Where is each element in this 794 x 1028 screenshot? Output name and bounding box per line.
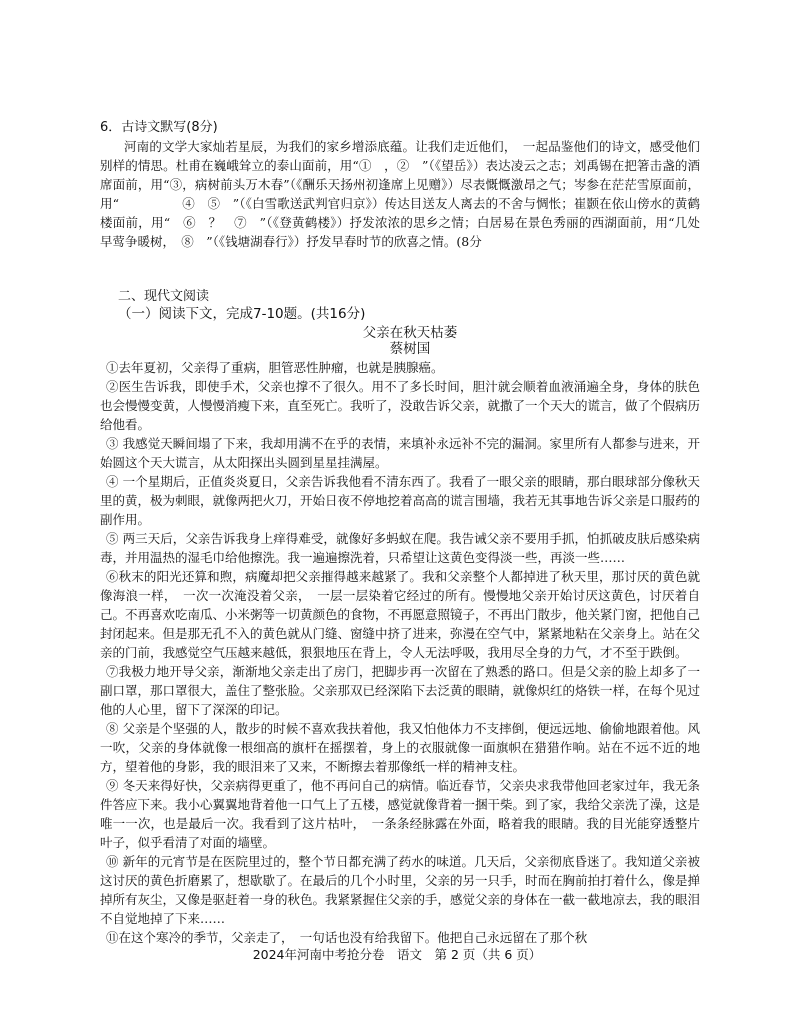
section-subheading: （一）阅读下文，完成7-10题。(共16分) [118, 306, 366, 322]
article-paragraph-9: ⑨ 冬天来得好快，父亲病得更重了，他不再问自己的病情。临近春节，父亲央求我带他回老家过年，我无条件答应下来。我小心翼翼地背着他一口气上了五楼，感觉就像背着一捆干柴。到了家，我给父亲洗了澡，这是唯一一次，也是最后一次。我看到了这片枯叶， 一条条经脉露在外面，略着我的眼睛。我的目光能穿透整片叶子，似乎看清了对面的墙壁。 [100, 778, 701, 850]
section-heading: 二、现代文阅读 [118, 289, 210, 304]
question-6 [100, 118, 700, 251]
page-footer: 2024年河南中考抢分卷 语文 第 2 页（共 6 页） [252, 947, 542, 962]
article-paragraph-3: ③ 我感觉天瞬间塌了下来，我却用满不在乎的表情，来填补永远补不完的漏洞。家里所有人都参与进来，开始圆这个天大谎言，从太阳探出头圆到星星挂满屋。 [100, 436, 700, 470]
article-paragraph-8: ⑧ 父亲是个坚强的人，散步的时候不喜欢我扶着他，我又怕他体力不支摔倒，便远远地、偷偷地跟着他。风一吹，父亲的身体就像一根细高的旗杆在摇摆着，身上的衣服就像一面旗帜在猎猎作响。站在不远不近的地方，望着他的身影，我的眼泪来了又来，不断擦去着那像纸一样的精神支柱。 [100, 721, 700, 774]
question-6-body: 河南的文学大家灿若星辰，为我们的家乡增添底蕴。让我们走近他们， 一起品鉴他们的诗文，感受他们别样的情思。杜甫在巍峨耸立的泰山面前，用“① ，② ”（《望岳》）表达凌云之志；刘禹锡在把箸击盏的酒席面前，用“③，病树前头万木春”（《酬乐天扬州初逢席上见赠》）尽表慨慨激昂之气；岑参在茫茫雪原面前，用“ ④ ⑤ ”（《白雪歌送武判官归京》）传达目送友人离去的不舍与惆怅；崔颢在依山傍水的黄鹤楼面前，用“ ⑥ ？ ⑦ ”（《登黄鹤楼》）抒发浓浓的思乡之情；白居易在景色秀丽的西湖面前，用“几处早莺争暖树， ⑧ ”（《钱塘湖春行》）抒发早春时节的欣喜之情。(8分 [100, 139, 700, 249]
article-paragraph-10: ⑩ 新年的元宵节是在医院里过的，整个节日都充满了药水的味道。几天后，父亲彻底昏迷了。我知道父亲被这讨厌的黄色折磨累了，想歇歇了。在最后的几个小时里，父亲的另一只手，时而在胸前拍打着什么，像是掸掉所有灰尘，又像是驱赶着一身的秋色。我紧紧握住父亲的手，感觉父亲的身体在一截一截地凉去，我的眼泪不自觉地掉了下来…… [100, 854, 701, 926]
article-paragraph-2: ②医生告诉我，即使手术，父亲也撑不了很久。用不了多长时间，胆汁就会顺着血液涌遍全身，身体的肤色也会慢慢变黄，人慢慢消瘦下来，直至死亡。我听了，没敢告诉父亲，就撒了一个天大的谎言，做了个假病历给他看。 [100, 379, 701, 432]
article-title: 父亲在秋天枯萎 [362, 325, 458, 341]
question-6-title: 6．古诗文默写(8分) [100, 120, 218, 135]
article-paragraph-5: ⑤ 两三天后，父亲告诉我身上痒得难受，就像好多蚂蚁在爬。我告诫父亲不要用手抓，怕抓破皮肤后感染病毒，并用温热的湿毛巾给他擦洗。我一遍遍擦洗着，只希望让这黄色变得淡一些，再淡一些…… [100, 531, 700, 565]
article-paragraph-11: ⑪在这个寒冷的季节，父亲走了， 一句话也没有给我留下。他把自己永远留在了那个秋 [106, 930, 588, 945]
article-paragraph-7: ⑦我极力地开导父亲，渐渐地父亲走出了房门，把脚步再一次留在了熟悉的路口。但是父亲的脸上却多了一副口罩，那口罩很大，盖住了整张脸。父亲那双已经深陷下去泛黄的眼睛，就像炽红的烙铁一样，在每个见过他的人心里，留下了深深的印记。 [100, 664, 701, 717]
article-author: 蔡树国 [389, 341, 431, 357]
article-paragraph-1: ①去年夏初，父亲得了重病，胆管恶性肿瘤，也就是胰腺癌。 [106, 360, 444, 375]
article-body [100, 358, 700, 947]
article-paragraph-4: ④ 一个星期后，正值炎炎夏日，父亲告诉我他看不清东西了。我看了一眼父亲的眼睛，那白眼球部分像秋天里的黄，极为刺眼，就像两把火刀，开始日夜不停地挖着高高的谎言围墙，我若无其事地告诉父亲是口服药的副作用。 [100, 474, 701, 527]
article-paragraph-6: ⑥秋末的阳光还算和煦，病魔却把父亲摧得越来越紧了。我和父亲整个人都掉进了秋天里，那讨厌的黄色就像海浪一样， 一次一次淹没着父亲， 一层一层染着它经过的所有。慢慢地父亲开始讨厌这黄色，讨厌着自己。不再喜欢吃南瓜、小米粥等一切黄颜色的食物，不再愿意照镜子，不再出门散步，他关紧门窗，把他自己封闭起来。但是那无孔不入的黄色就从门缝、窗缝中挤了进来，弥漫在空气中，紧紧地粘在父亲身上。站在父亲的门前，我感觉空气压越来越低，狠狠地压在背上，令人无法呼吸，我用尽全身的力气，才不至于跌倒。 [100, 569, 701, 660]
